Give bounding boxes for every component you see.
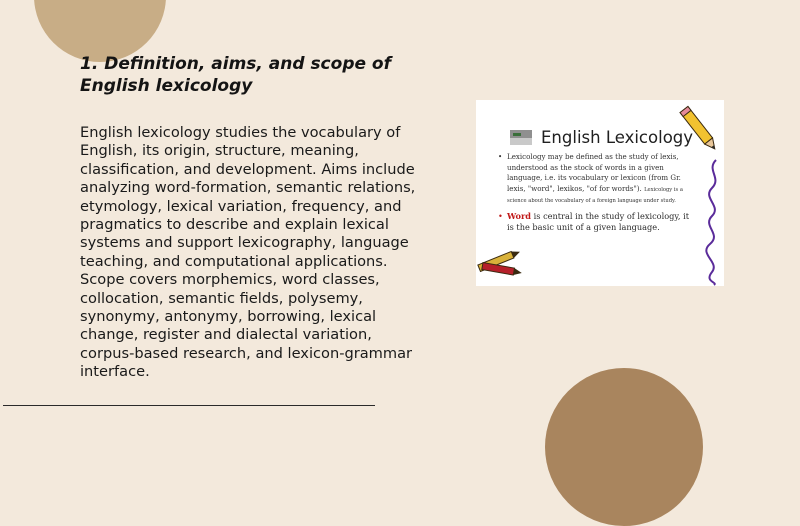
- image-heading: [510, 125, 693, 149]
- bullet-definition-smalltext: Lexicology is a science about the vocabulary of a foreign language under study.: [507, 186, 683, 205]
- book-icon: [510, 130, 532, 145]
- crayons-icon: [476, 246, 528, 286]
- image-title: English Lexicology: [541, 127, 694, 147]
- decorative-circle-bottom: [545, 368, 703, 526]
- embedded-slide-image: [476, 100, 724, 286]
- pencil-icon: [676, 100, 724, 160]
- image-bullet-list: [498, 152, 694, 233]
- slide-body-text: English lexicology studies the vocabulary of English, its origin, structure, meaning, classification, and development. Aims include analyzing word-formation, semantic relations, etymology, lexical variation, frequency, and pragmatics to describe and explain lexical systems and support lexicography, language teaching, and computational applications. Scope covers morphemics, word classes, collocation, semantic fields, polysemy, synonymy, antonymy, borrowing, lexical change, register and dialectal variation, corpus-based research, and lexicon-grammar interface.: [80, 124, 416, 381]
- bullet-definition-text: Lexicology may be defined as the study of lexis, understood as the stock of words in a given language, i.e. its vocabulary or lexicon (from Gr. lexis, "word", lexikos, "of for words").: [507, 152, 681, 193]
- bullet-word-text: is central in the study of lexicology, it is the basic unit of a given language.: [507, 210, 690, 232]
- image-bullet-word: [498, 211, 694, 233]
- slide-title: 1. Definition, aims, and scope of English lexicology: [80, 54, 392, 96]
- divider-line: [3, 405, 375, 406]
- image-bullet-definition: [498, 152, 694, 207]
- bullet-word-highlight: Word: [507, 210, 532, 221]
- squiggle-line-icon: [704, 158, 724, 286]
